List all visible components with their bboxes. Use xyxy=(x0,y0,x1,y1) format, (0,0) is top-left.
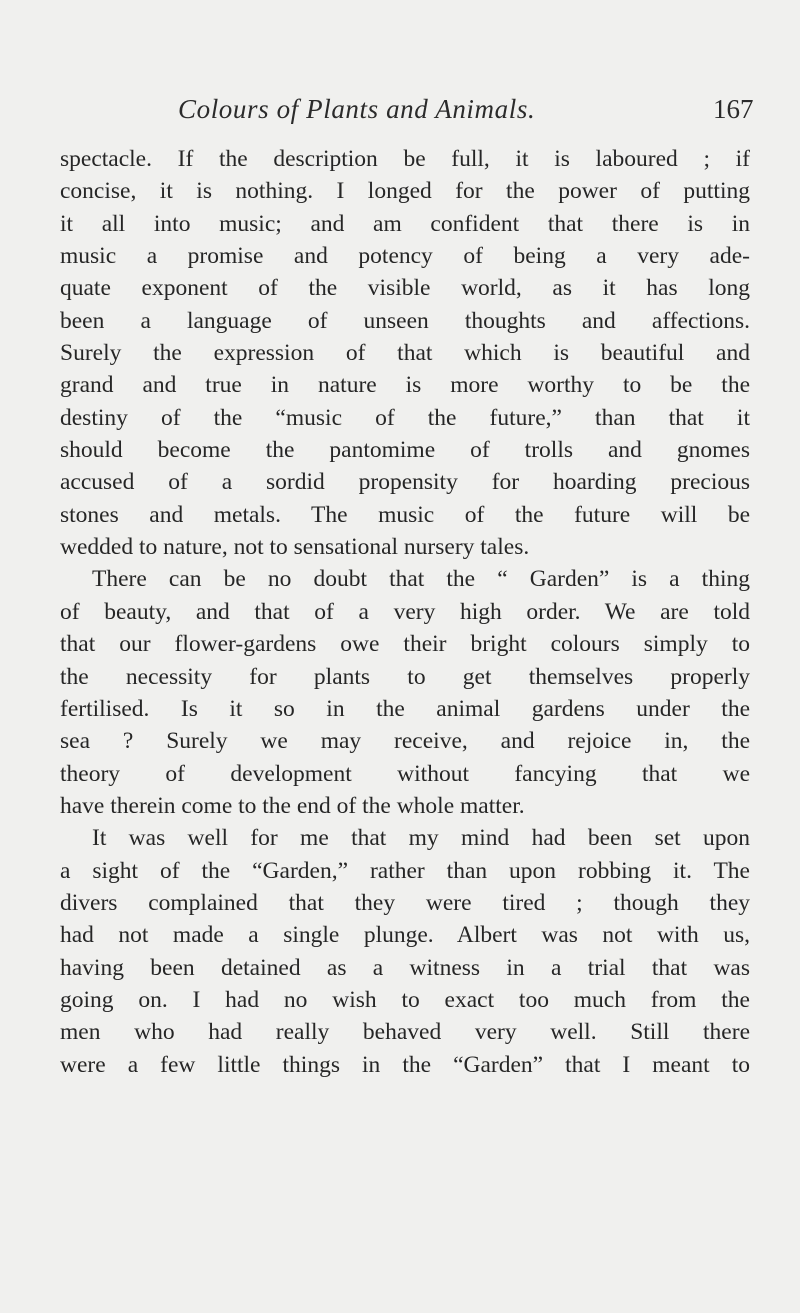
page-number: 167 xyxy=(713,94,754,124)
text-line: Surely the expression of that which is beautiful and xyxy=(60,340,750,367)
text-line: It was well for me that my mind had been set upon xyxy=(92,825,750,852)
body-text xyxy=(60,143,750,1081)
text-line: that our flower-gardens owe their bright colours simply to xyxy=(60,631,750,658)
text-line: stones and metals. The music of the future will be xyxy=(60,501,750,528)
text-line: accused of a sordid propensity for hoarding precious xyxy=(60,469,750,496)
text-line: have therein come to the end of the whole matter. xyxy=(60,792,525,819)
text-line: fertilised. Is it so in the animal gardens under the xyxy=(60,695,750,722)
text-line: should become the pantomime of trolls and gnomes xyxy=(60,437,750,464)
text-line: theory of development without fancying that we xyxy=(60,760,750,787)
text-line: quate exponent of the visible world, as it has long xyxy=(60,275,750,302)
text-line: divers complained that they were tired ; though they xyxy=(60,889,750,916)
text-line: it all into music; and am confident that there is in xyxy=(60,210,750,237)
text-line: grand and true in nature is more worthy to be the xyxy=(60,372,750,399)
text-line: been a language of unseen thoughts and affections. xyxy=(60,307,750,334)
text-line: going on. I had no wish to exact too much from the xyxy=(60,986,750,1013)
text-line: having been detained as a witness in a trial that was xyxy=(60,954,750,981)
text-line: sea ? Surely we may receive, and rejoice in, the xyxy=(60,728,750,755)
text-line: wedded to nature, not to sensational nursery tales. xyxy=(60,534,530,561)
text-line: the necessity for plants to get themselves properly xyxy=(60,663,750,690)
running-head xyxy=(0,94,800,134)
text-line: a sight of the “Garden,” rather than upon robbing it. The xyxy=(60,857,750,884)
text-line: of beauty, and that of a very high order. We are told xyxy=(60,598,750,625)
text-line: spectacle. If the description be full, it is laboured ; if xyxy=(60,146,750,172)
text-line: music a promise and potency of being a very ade- xyxy=(60,243,750,270)
running-title: Colours of Plants and Animals. xyxy=(178,94,536,124)
text-line: men who had really behaved very well. Still there xyxy=(60,1019,750,1046)
text-line: destiny of the “music of the future,” than that it xyxy=(60,404,750,431)
text-line: concise, it is nothing. I longed for the power of putting xyxy=(60,178,750,205)
text-line: were a few little things in the “Garden” that I meant to xyxy=(60,1051,750,1078)
text-line: had not made a single plunge. Albert was not with us, xyxy=(60,922,750,949)
text-line: There can be no doubt that the “ Garden” is a thing xyxy=(92,566,750,593)
